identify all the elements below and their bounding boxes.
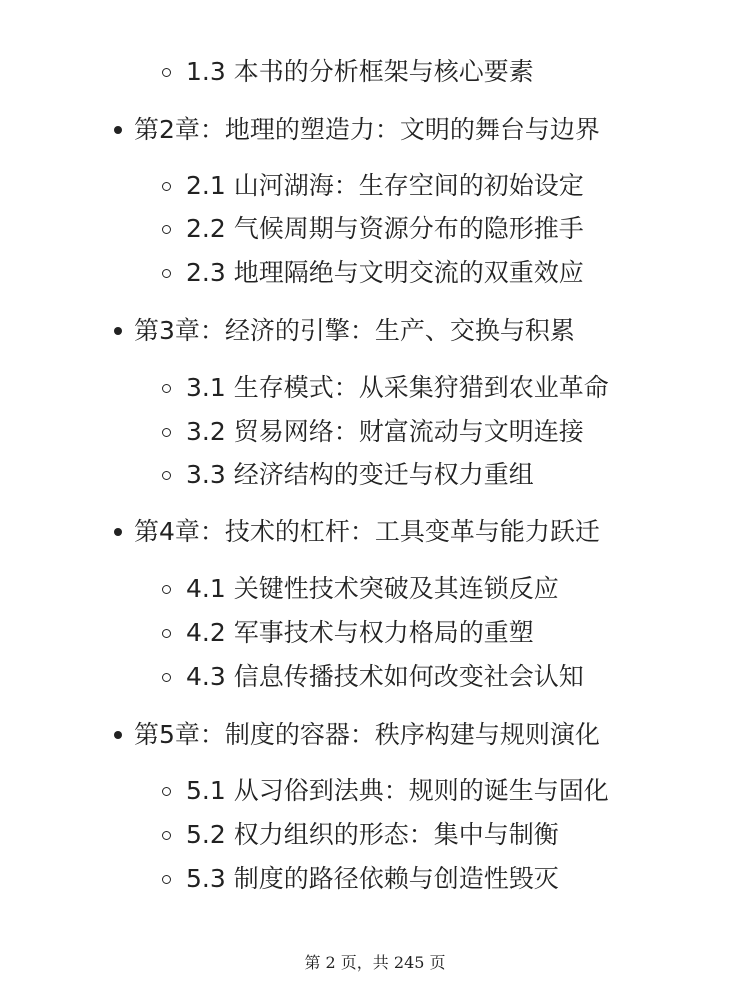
- circle-bullet-icon: [162, 269, 171, 278]
- toc-section-5-3: [162, 862, 559, 896]
- toc-section-label: 4.2 军事技术与权力格局的重塑: [186, 618, 534, 647]
- circle-bullet-icon: [162, 585, 171, 594]
- toc-section-3-1: [162, 371, 609, 405]
- toc-section-label: 2.1 山河湖海：生存空间的初始设定: [186, 171, 584, 200]
- circle-bullet-icon: [162, 225, 171, 234]
- toc-section-2-2: [162, 212, 584, 246]
- page-number-footer: 第 2 页，共 245 页: [304, 953, 446, 972]
- disc-bullet-icon: [114, 327, 122, 335]
- toc-section-label: 5.2 权力组织的形态：集中与制衡: [186, 820, 559, 849]
- circle-bullet-icon: [162, 428, 171, 437]
- toc-section-label: 4.3 信息传播技术如何改变社会认知: [186, 662, 584, 691]
- toc-chapter-label: 第4章：技术的杠杆：工具变革与能力跃迁: [134, 517, 600, 546]
- toc-section-1-3: [162, 55, 534, 89]
- toc-chapter-label: 第5章：制度的容器：秩序构建与规则演化: [134, 720, 600, 749]
- toc-chapter-label: 第2章：地理的塑造力：文明的舞台与边界: [134, 115, 600, 144]
- toc-section-label: 3.2 贸易网络：财富流动与文明连接: [186, 417, 584, 446]
- toc-chapter-5: [114, 718, 600, 752]
- circle-bullet-icon: [162, 384, 171, 393]
- toc-section-5-1: [162, 774, 609, 808]
- circle-bullet-icon: [162, 673, 171, 682]
- toc-section-4-1: [162, 572, 559, 606]
- toc-section-4-3: [162, 660, 584, 694]
- circle-bullet-icon: [162, 629, 171, 638]
- toc-section-label: 5.1 从习俗到法典：规则的诞生与固化: [186, 776, 609, 805]
- circle-bullet-icon: [162, 471, 171, 480]
- circle-bullet-icon: [162, 68, 171, 77]
- toc-section-label: 1.3 本书的分析框架与核心要素: [186, 57, 534, 86]
- toc-chapter-3: [114, 314, 575, 348]
- toc-section-label: 2.3 地理隔绝与文明交流的双重效应: [186, 258, 584, 287]
- toc-section-2-1: [162, 169, 584, 203]
- toc-section-label: 2.2 气候周期与资源分布的隐形推手: [186, 214, 584, 243]
- toc-section-3-3: [162, 458, 534, 492]
- toc-section-label: 4.1 关键性技术突破及其连锁反应: [186, 574, 559, 603]
- toc-chapter-4: [114, 515, 600, 549]
- toc-section-label: 3.1 生存模式：从采集狩猎到农业革命: [186, 373, 609, 402]
- circle-bullet-icon: [162, 182, 171, 191]
- circle-bullet-icon: [162, 875, 171, 884]
- toc-section-label: 5.3 制度的路径依赖与创造性毁灭: [186, 864, 559, 893]
- toc-section-4-2: [162, 616, 534, 650]
- toc-section-3-2: [162, 415, 584, 449]
- toc-section-5-2: [162, 818, 559, 852]
- circle-bullet-icon: [162, 831, 171, 840]
- toc-section-2-3: [162, 256, 584, 290]
- circle-bullet-icon: [162, 787, 171, 796]
- toc-chapter-2: [114, 113, 600, 147]
- disc-bullet-icon: [114, 731, 122, 739]
- toc-chapter-label: 第3章：经济的引擎：生产、交换与积累: [134, 316, 575, 345]
- disc-bullet-icon: [114, 528, 122, 536]
- toc-section-label: 3.3 经济结构的变迁与权力重组: [186, 460, 534, 489]
- disc-bullet-icon: [114, 126, 122, 134]
